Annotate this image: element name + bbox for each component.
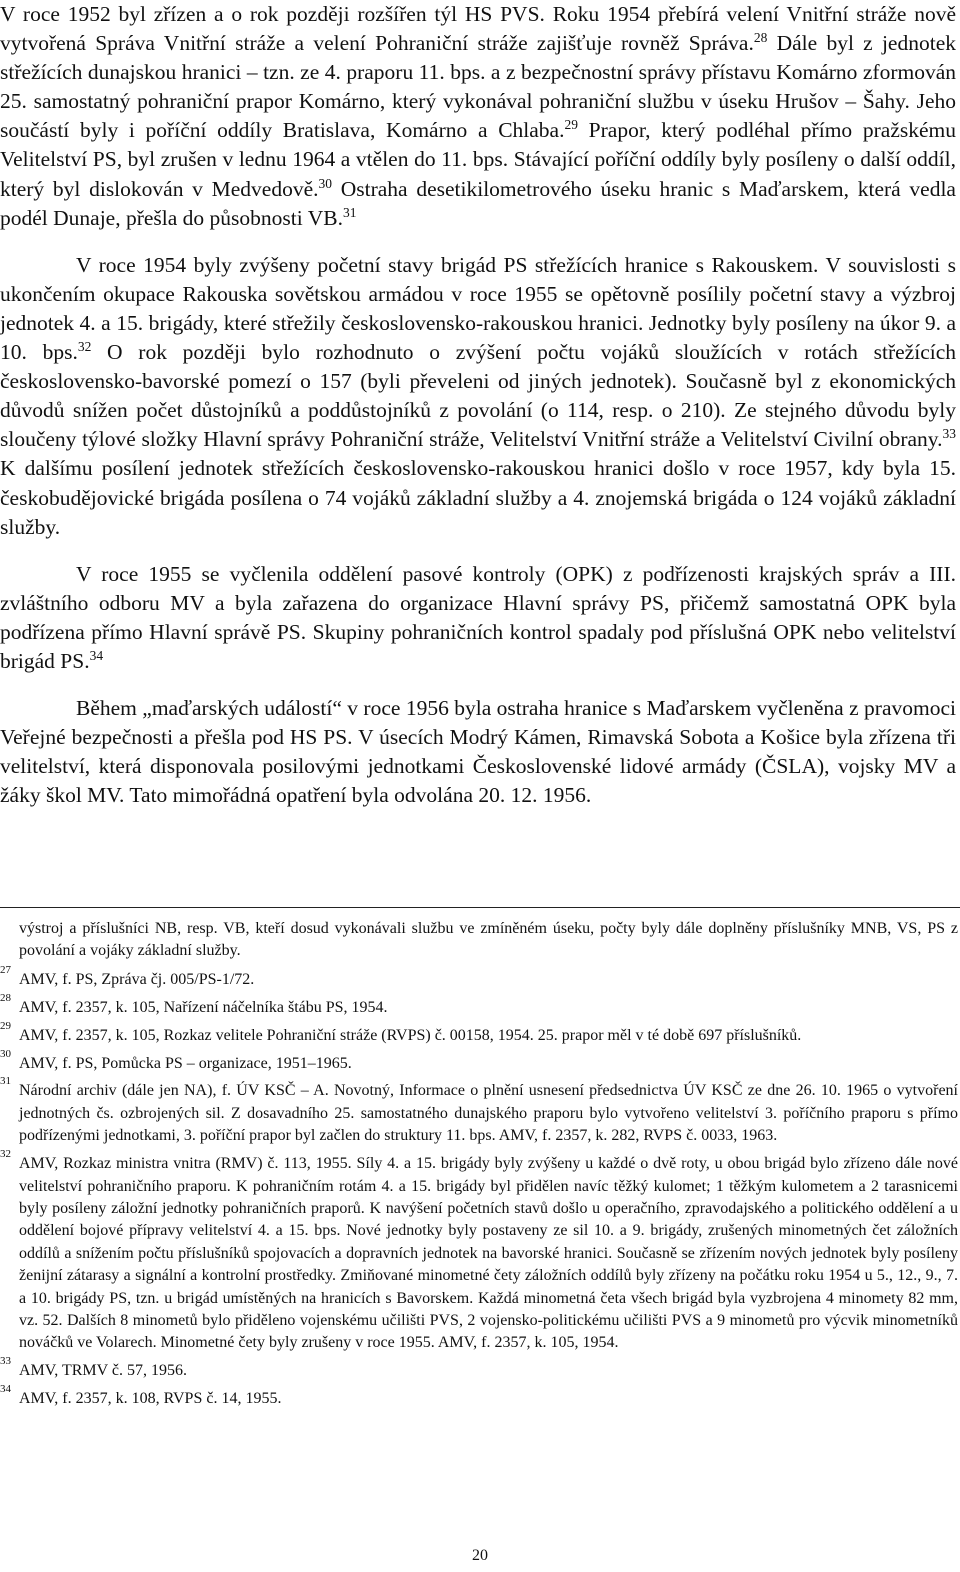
footnote-list xyxy=(0,963,958,1411)
footnote-ref[interactable]: 34 xyxy=(89,647,104,663)
footnote xyxy=(0,1383,958,1410)
footnote-text: AMV, f. PS, Pomůcka PS – organizace, 1951–1965. xyxy=(19,1054,352,1072)
footnote-number: 29 xyxy=(0,1019,11,1032)
footnote-ref[interactable]: 28 xyxy=(753,29,768,45)
footnote-text: Národní archiv (dále jen NA), f. ÚV KSČ – A. Novotný, Informace o plnění usnesení předsednictva ÚV KSČ ze dne 26. 10. 1965 o vytvoření jednotných čs. ozbrojených sil. Z dosavadního 25. samostatného dunajského praporu bylo vytvořeno velitelství 3. poříčního praporu s přímo podřízenými jednotkami, 3. poříční prapor byl začlen do struktury 11. bps. AMV, f. 2357, k. 282, RVPS č. 0033, 1963. xyxy=(19,1082,958,1145)
paragraph-text: Během „maďarských událostí“ v roce 1956 byla ostraha hranice s Maďarskem vyčleněna z pravomoci Veřejné bezpečnosti a přešla pod HS PS. V úsecích Modrý Kámen, Rimavská Sobota a Košice byla zřízena tři velitelství, která disponovala posilovými jednotkami Československé lidové armády (ČSLA), vojsky MV a žáky škol MV. Tato mimořádná opatření byla odvolána 20. 12. 1956. xyxy=(0,696,956,808)
footnote-number: 27 xyxy=(0,963,11,976)
paragraph xyxy=(0,0,956,233)
paragraph xyxy=(0,560,956,676)
footnote-number: 30 xyxy=(0,1047,11,1060)
footnote xyxy=(0,1047,958,1075)
paragraph-text: Ostraha desetikilometrového úseku hranic s Maďarskem, která vedla podél Dunaje, přešla do působnosti VB. xyxy=(0,176,956,230)
footnote-number: 34 xyxy=(0,1383,11,1396)
page-number: 20 xyxy=(472,1547,488,1564)
footnote-continuation: výstroj a příslušníci NB, resp. VB, kteří dosud vykonávali službu ve zmíněném úseku, počty byly dále doplněny příslušníky MNB, VS, PS z povolání a vojáky základní služby. xyxy=(19,920,958,960)
footnote-text: AMV, Rozkaz ministra vnitra (RMV) č. 113, 1955. Síly 4. a 15. brigády byly zvýšeny u každé o dvě roty, u obou brigád bylo zřízeno dále nové velitelství pohraničního praporu. K pohraničním rotám 4. a 15. brigády byl přidělen navíc těžký kulomet; 1 těžkým kulometem a 2 tarasnicemi byly posíleny záložní jednotky pohraničních praporů. K navýšení početních stavů došlo u operačního, zpravodajského a politického oddělení a u oddělení bojové přípravy velitelství 4. a 15. bps. Nové jednotky byly postaveny ze sil 10. a 9. brigády, zrušených minometných čet záložních oddílů a snížením počtu příslušníků spojovacích a dopravních jednotek na bavorské hranici. Současně se zřízením nových jednotek byly posíleny ženijní zátarasy a signální a kontrolní prostředky. Zmiňované minometné čety záložních oddílů byly zřízeny na počátku roku 1954 u 5., 12., 9., 7. a 10. brigády PS, tzn. u brigád umístěných na hranicích s Bavorskem. Každá minometná četa všech brigád byla vyzbrojena 4 minomety 82 mm, vz. 52. Dalších 8 minometů bylo přiděleno vojenskému učilišti PVS, 2 vojensko-politickému učilišti PVS a 9 minometů pro výcvik minometníků nováčků ve Volarech. Minometné čety byly zrušeny v roce 1955. AMV, f. 2357, k. 105, 1954. xyxy=(19,1155,958,1352)
footnote-number: 33 xyxy=(0,1355,11,1368)
paragraph xyxy=(0,251,956,542)
footnote-ref[interactable]: 30 xyxy=(318,175,333,191)
footnote xyxy=(0,963,958,991)
footnote xyxy=(0,991,958,1019)
footnote-ref[interactable]: 29 xyxy=(564,117,578,133)
footnote-number: 32 xyxy=(0,1148,11,1161)
footnote-text: AMV, f. 2357, k. 108, RVPS č. 14, 1955. xyxy=(19,1390,282,1408)
footnote xyxy=(0,1355,958,1382)
footnote-number: 31 xyxy=(0,1075,11,1088)
footnote xyxy=(0,1075,958,1147)
footnote-ref[interactable]: 32 xyxy=(77,338,92,354)
footnote-text: AMV, f. PS, Zpráva čj. 005/PS-1/72. xyxy=(19,970,255,988)
paragraph-text: Dále byl z jednotek střežících dunajskou hranici – tzn. ze 4. praporu 11. bps. a z bezpečnostní správy přístavu Komárno zformován 25. samostatný pohraniční prapor Komárno, který vykonával pohraniční službu v úseku Hrušov – Šahy. Jeho součástí byly i poříční oddíly Bratislava, Komárno a Chlaba. xyxy=(0,31,956,143)
footnote-separator xyxy=(0,907,960,908)
footnote-text: AMV, f. 2357, k. 105, Nařízení náčelníka štábu PS, 1954. xyxy=(19,998,388,1016)
footnote-ref[interactable]: 31 xyxy=(342,204,357,220)
footnote-text: AMV, f. 2357, k. 105, Rozkaz velitele Pohraniční stráže (RVPS) č. 00158, 1954. 25. prapor měl v té době 697 příslušníků. xyxy=(19,1026,802,1044)
paragraph xyxy=(0,694,956,810)
paragraph-text: O rok později bylo rozhodnuto o zvýšení počtu vojáků sloužících v rotách střežících československo-bavorské pomezí o 157 (byli převeleni od jiných jednotek). Současně byl z ekonomických důvodů snížen počet důstojníků a poddůstojníků z povolání (o 114, resp. o 210). Ze stejného důvodu byly sloučeny týlové složky Hlavní správy Pohraniční stráže, Velitelství Vnitřní stráže a Velitelství Civilní obrany. xyxy=(0,340,957,452)
footnote-number: 28 xyxy=(0,991,11,1004)
paragraph-text: K dalšímu posílení jednotek střežících československo-rakouskou hranici došlo v roce 1957, kdy byla 15. českobudějovické brigáda posílena o 74 vojáků základní služby a 4. znojemská brigáda o 124 vojáků základní služby. xyxy=(0,456,956,539)
footnotes xyxy=(0,918,958,1416)
paragraph-text: Prapor, který podléhal přímo pražskému Velitelství PS, byl zrušen v lednu 1964 a vtělen do 11. bps. Stávající poříční oddíly byly posíleny o další oddíl, který byl dislokován v Medvedově. xyxy=(0,118,956,201)
paragraph-text: V roce 1955 se vyčlenila oddělení pasové kontroly (OPK) z podřízenosti krajských správ a III. zvláštního odboru MV a byla zařazena do organizace Hlavní správy PS, přičemž samostatná OPK byla podřízena přímo Hlavní správě PS. Skupiny pohraničních kontrol spadaly pod příslušná OPK nebo velitelství brigád PS. xyxy=(0,561,956,673)
footnote xyxy=(0,1019,958,1047)
paragraph-text: V roce 1952 byl zřízen a o rok později rozšířen týl HS PVS. Roku 1954 přebírá velení Vnitřní stráže nově vytvořená Správa Vnitřní stráže a velení Pohraniční stráže zajišťuje rovněž Správa. xyxy=(0,2,956,56)
paragraph-text: V roce 1954 byly zvýšeny početní stavy brigád PS střežících hranice s Rakouskem. V souvislosti s ukončením okupace Rakouska sovětskou armádou v roce 1955 se opětovně posílily početní stavy a výzbroj jednotek 4. a 15. brigády, které střežily československo-rakouskou hranici. Jednotky byly posíleny na úkor 9. a 10. bps. xyxy=(0,252,956,365)
footnote-text: AMV, TRMV č. 57, 1956. xyxy=(19,1362,188,1380)
footnote-ref[interactable]: 33 xyxy=(942,426,956,442)
footnote xyxy=(0,1148,958,1355)
